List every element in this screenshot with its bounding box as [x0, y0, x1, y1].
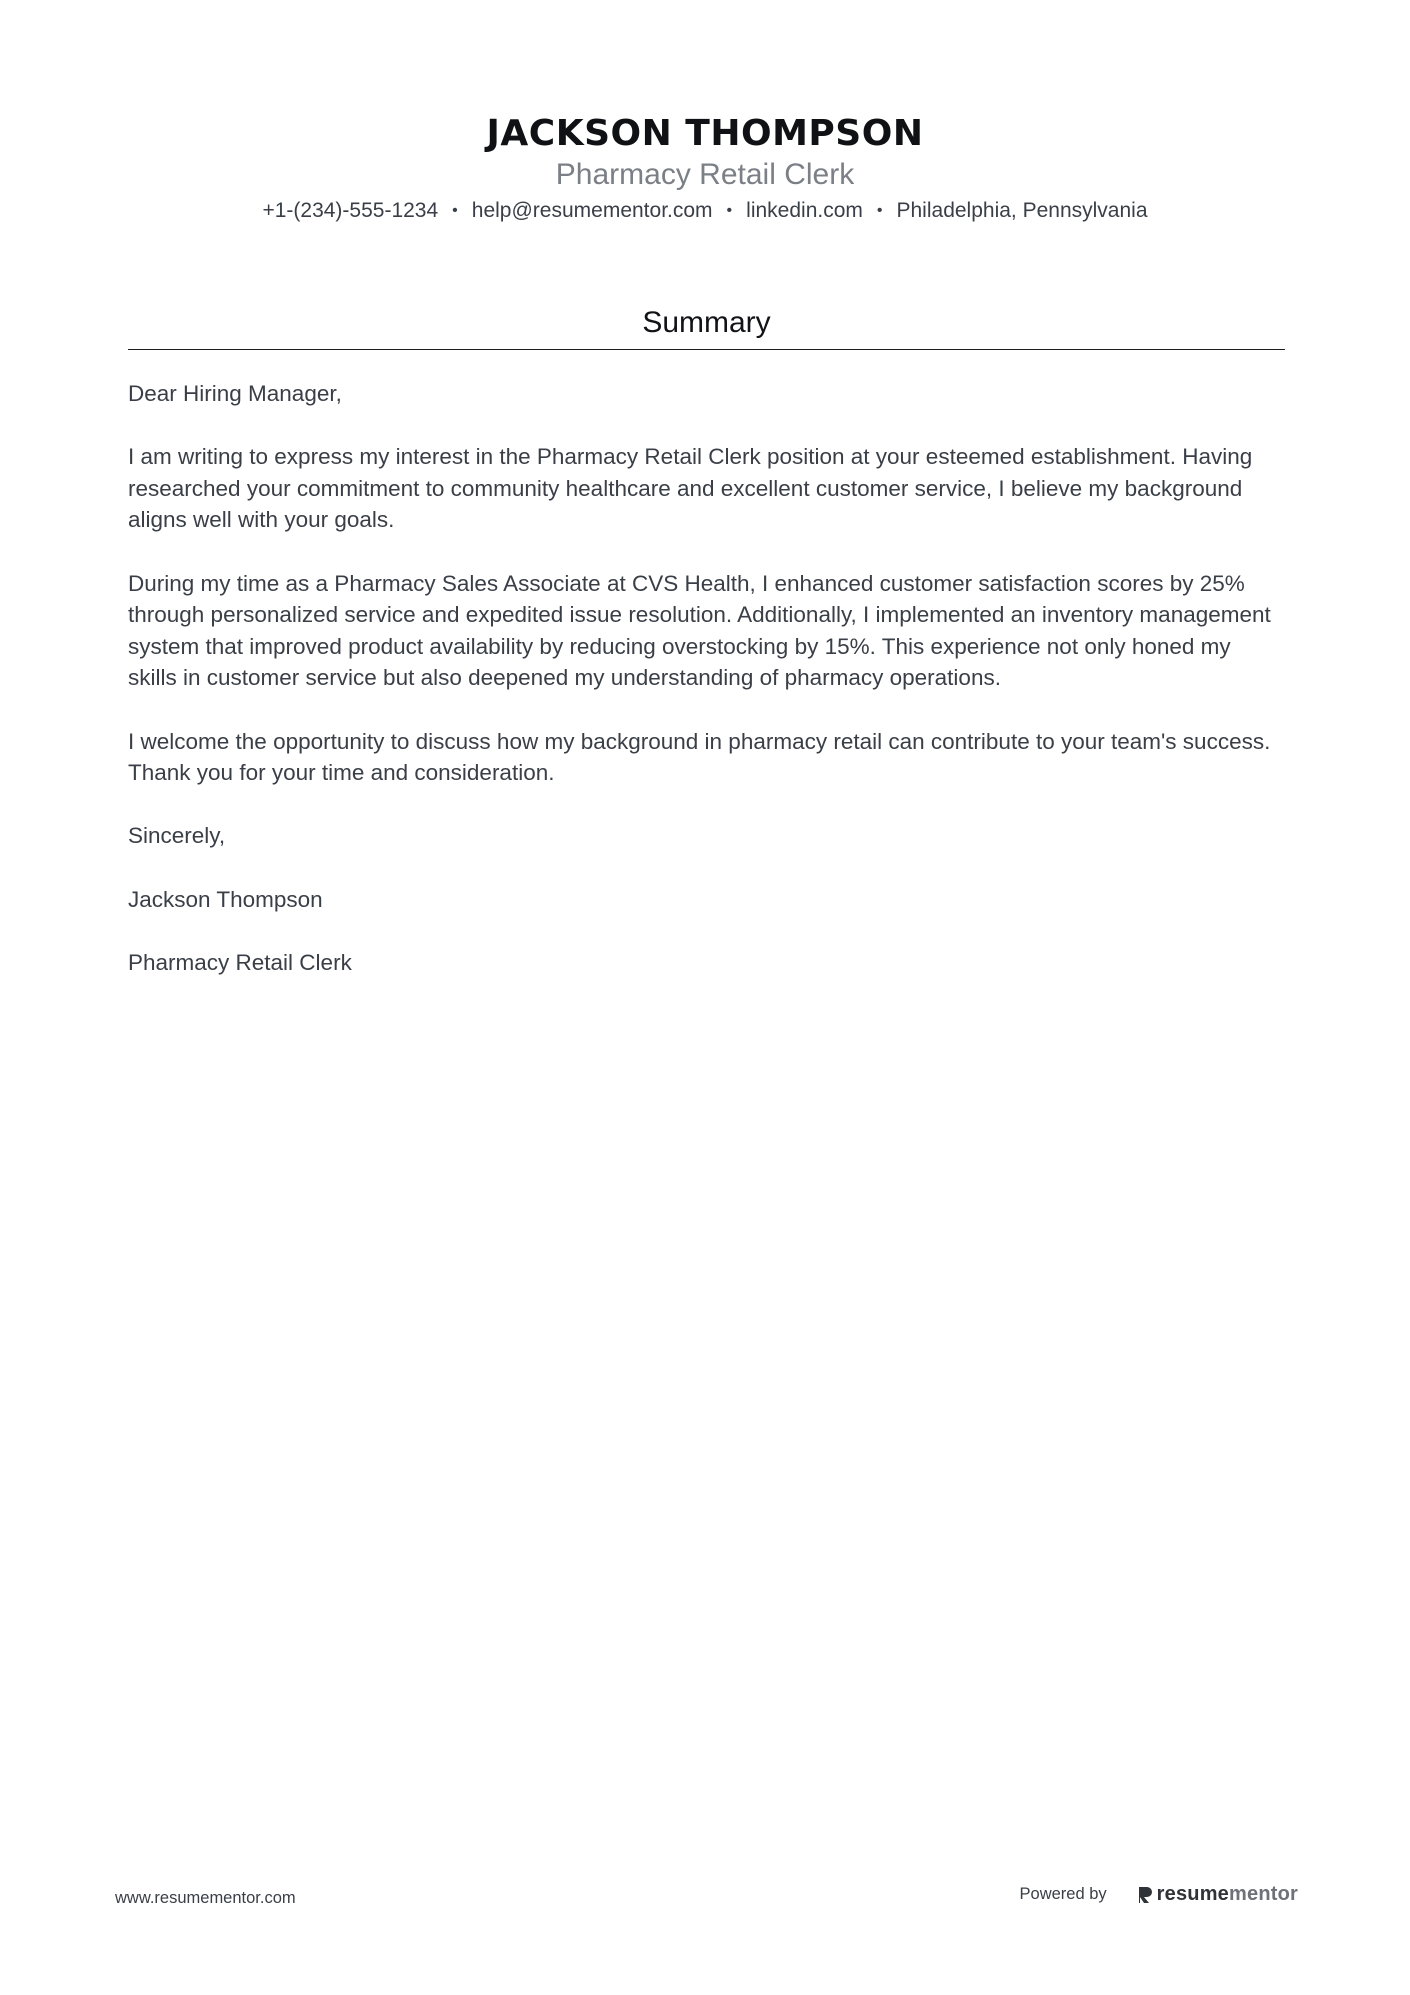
paragraph-experience: During my time as a Pharmacy Sales Associate at CVS Health, I enhanced customer satisfaction scores by 25% through personalized service and expedited issue resolution. Additionally, I implemented an inventory management system that improved product availability by reducing overstocking by 15%. This experience not only honed my skills in customer service but also deepened my understanding of pharmacy operations.	[128, 570, 1271, 691]
phone-number: +1-(234)-555-1234	[262, 199, 439, 222]
signature-name: Jackson Thompson	[128, 886, 323, 912]
contact-line	[0, 196, 1410, 226]
footer-website[interactable]: www.resumementor.com	[115, 1889, 296, 1907]
letter-body	[128, 378, 1285, 1010]
signature-title: Pharmacy Retail Clerk	[128, 949, 352, 975]
linkedin-link[interactable]: linkedin.com	[746, 199, 863, 222]
location: Philadelphia, Pennsylvania	[896, 199, 1148, 222]
footer-branding	[1020, 1883, 1298, 1906]
section-title: Summary	[128, 303, 1285, 350]
bullet-separator: •	[876, 202, 883, 219]
paragraph-intro: I am writing to express my interest in the Pharmacy Retail Clerk position at your esteemed establishment. Having researched your commitment to community healthcare and excellent customer service, I believe my background aligns well with your goals.	[128, 444, 1253, 533]
powered-by-label: Powered by	[1019, 1885, 1107, 1903]
brand-name-part2: mentor	[1229, 1883, 1298, 1905]
closing: Sincerely,	[128, 823, 226, 849]
brand-name-part1: resume	[1156, 1883, 1230, 1905]
header	[0, 112, 1410, 226]
brand-logo[interactable]	[1137, 1883, 1298, 1906]
bullet-separator: •	[452, 202, 458, 219]
email-link[interactable]: help@resumementor.com	[471, 199, 713, 222]
paragraph-closing: I welcome the opportunity to discuss how my background in pharmacy retail can contribute to your team's success. Thank you for your time and consideration.	[128, 728, 1271, 786]
bullet-separator: •	[726, 202, 733, 219]
resumementor-logo-icon	[1137, 1885, 1153, 1905]
salutation: Dear Hiring Manager,	[128, 381, 342, 406]
summary-section	[128, 303, 1285, 350]
candidate-role: Pharmacy Retail Clerk	[555, 158, 855, 191]
candidate-name: JACKSON THOMPSON	[486, 113, 924, 154]
